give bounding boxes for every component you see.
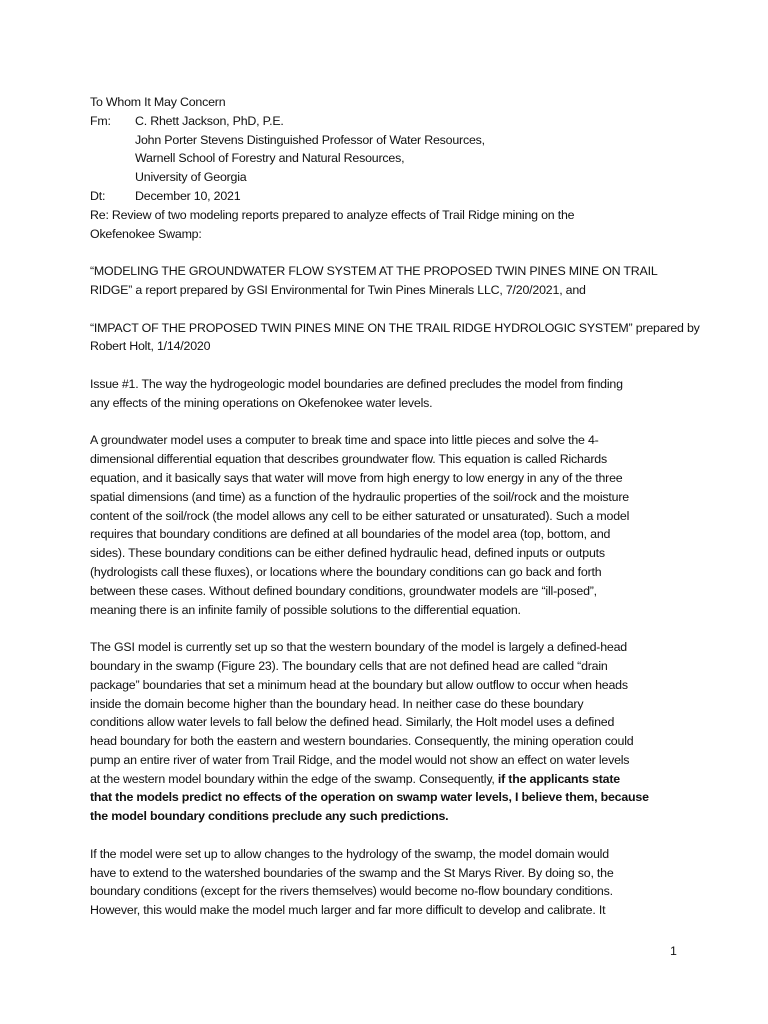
paragraph-line: package” boundaries that set a minimum head at the boundary but allow outflow to occur when heads xyxy=(90,677,628,692)
paragraph-groundwater-model xyxy=(90,431,690,619)
bold-conclusion-start: if the applicants state xyxy=(497,771,620,786)
spacer xyxy=(90,413,690,432)
letter-body xyxy=(90,93,700,920)
date-label: Dt: xyxy=(90,188,106,203)
from-label: Fm: xyxy=(90,113,111,128)
paragraph-gsi-model xyxy=(90,638,690,826)
paragraph-line: If the model were set up to allow changes to the hydrology of the swamp, the model domain would xyxy=(90,846,609,861)
paragraph-line: content of the soil/rock (the model allows any cell to be either saturated or unsaturated). Such a model xyxy=(90,508,630,523)
paragraph-model-domain xyxy=(90,845,690,920)
paragraph-line: spatial dimensions (and time) as a function of the hydraulic properties of the soil/rock and the moisture xyxy=(90,489,629,504)
paragraph-line: However, this would make the model much larger and far more difficult to develop and calibrate. It xyxy=(90,903,606,918)
bold-conclusion-line: the model boundary conditions preclude any such predictions. xyxy=(90,809,449,824)
spacer xyxy=(90,300,690,319)
from-title: John Porter Stevens Distinguished Professor of Water Resources, xyxy=(135,132,485,147)
paragraph-line: inside the domain become higher than the boundary head. In neither case do these boundary xyxy=(90,696,584,711)
spacer xyxy=(90,826,690,845)
spacer xyxy=(90,356,690,375)
paragraph-line: requires that boundary conditions are defined at all boundaries of the model area (top, bottom, and xyxy=(90,527,611,542)
spacer xyxy=(90,619,690,638)
paragraph-line: equation, and it basically says that water will move from high energy to low energy in any of the three xyxy=(90,470,623,485)
paragraph-text: at the western model boundary within the edge of the swamp. Consequently, xyxy=(90,771,498,786)
paragraph-line: have to extend to the watershed boundaries of the swamp and the St Marys River. By doing so, the xyxy=(90,865,614,880)
report-1-line-1: “MODELING THE GROUNDWATER FLOW SYSTEM AT THE PROPOSED TWIN PINES MINE ON TRAIL xyxy=(90,264,658,279)
subject-line-2: Okefenokee Swamp: xyxy=(90,226,202,241)
paragraph-line: meaning there is an infinite family of possible solutions to the differential equation. xyxy=(90,602,521,617)
from-row xyxy=(90,112,690,131)
report-1-line-2: RIDGE” a report prepared by GSI Environmental for Twin Pines Minerals LLC, 7/20/2021, and xyxy=(90,282,586,297)
spacer xyxy=(90,243,690,262)
from-university: University of Georgia xyxy=(135,170,247,185)
paragraph-line: conditions allow water levels to fall below the defined head. Similarly, the Holt model uses a defined xyxy=(90,715,615,730)
paragraph-line: dimensional differential equation that describes groundwater flow. This equation is called Richards xyxy=(90,452,607,467)
paragraph-line: boundary in the swamp (Figure 23). The boundary cells that are not defined head are called “drain xyxy=(90,658,608,673)
from-school: Warnell School of Forestry and Natural Resources, xyxy=(135,151,405,166)
date-row xyxy=(90,187,690,206)
salutation: To Whom It May Concern xyxy=(90,95,226,109)
date-value: December 10, 2021 xyxy=(135,188,241,203)
subject-line-1: Re: Review of two modeling reports prepared to analyze effects of Trail Ridge mining on the xyxy=(90,207,575,222)
paragraph-line: A groundwater model uses a computer to break time and space into little pieces and solve the 4- xyxy=(90,433,599,448)
paragraph-line: head boundary for both the eastern and western boundaries. Consequently, the mining operation could xyxy=(90,734,634,749)
page-number: 1 xyxy=(670,944,677,958)
issue-1-line-2: any effects of the mining operations on Okefenokee water levels. xyxy=(90,395,433,410)
paragraph-line: sides). These boundary conditions can be either defined hydraulic head, defined inputs or outputs xyxy=(90,546,605,561)
report-2-line-2: Robert Holt, 1/14/2020 xyxy=(90,339,211,354)
bold-conclusion-line: that the models predict no effects of the operation on swamp water levels, I believe them, because xyxy=(90,790,649,805)
paragraph-line: between these cases. Without defined boundary conditions, groundwater models are “ill-posed”, xyxy=(90,583,597,598)
paragraph-line: The GSI model is currently set up so that the western boundary of the model is largely a defined-head xyxy=(90,640,627,655)
issue-1-line-1: Issue #1. The way the hydrogeologic model boundaries are defined precludes the model from finding xyxy=(90,376,623,391)
from-name: C. Rhett Jackson, PhD, P.E. xyxy=(135,113,284,128)
paragraph-line: boundary conditions (except for the rivers themselves) would become no-flow boundary conditions. xyxy=(90,884,613,899)
paragraph-line-mixed xyxy=(90,770,690,789)
paragraph-line: (hydrologists call these fluxes), or locations where the boundary conditions can go back and forth xyxy=(90,564,602,579)
paragraph-line: pump an entire river of water from Trail Ridge, and the model would not show an effect on water levels xyxy=(90,752,630,767)
report-2-line-1: “IMPACT OF THE PROPOSED TWIN PINES MINE ON THE TRAIL RIDGE HYDROLOGIC SYSTEM” prepared by xyxy=(90,320,700,335)
